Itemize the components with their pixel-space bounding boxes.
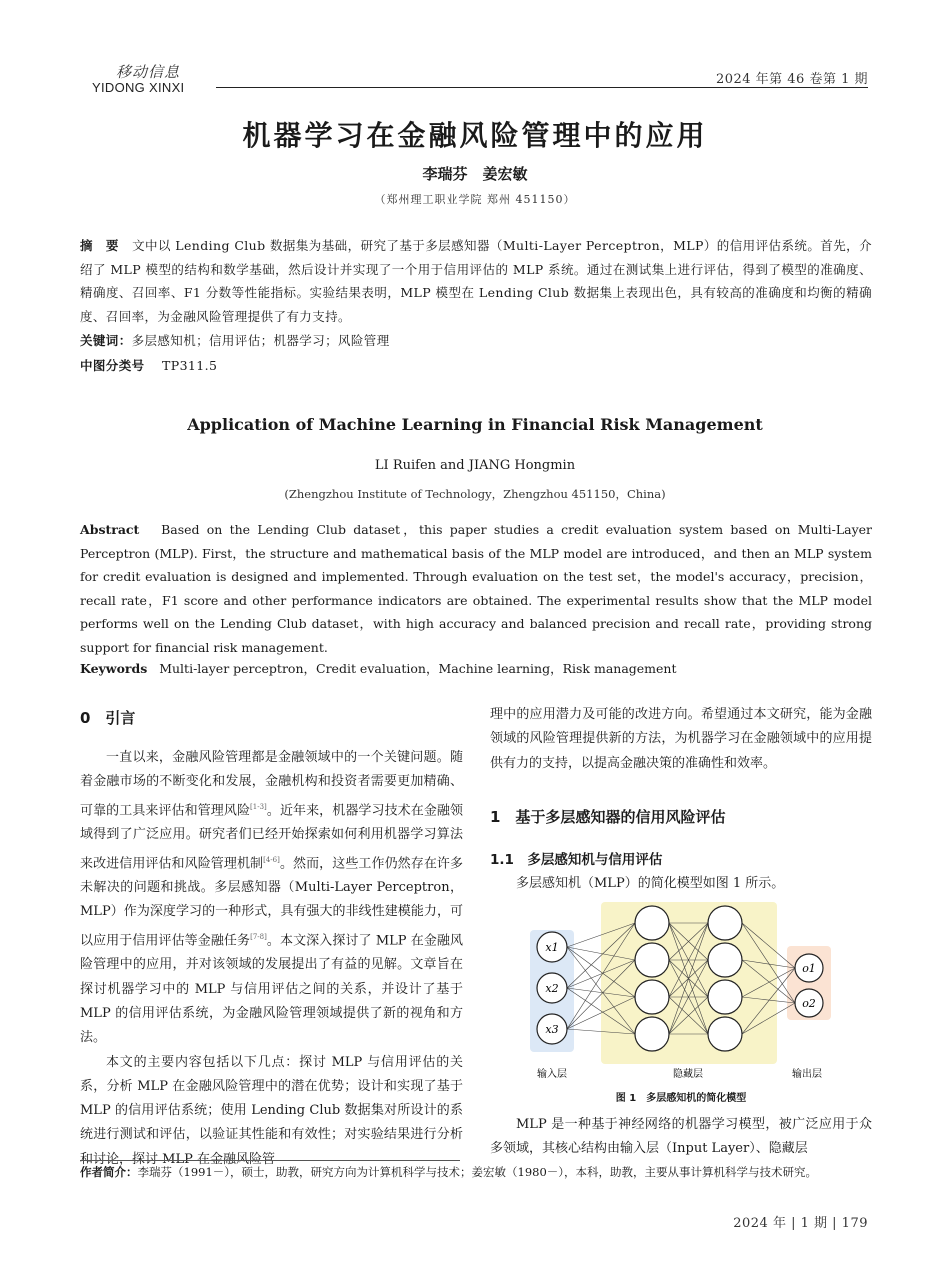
output-node-1-label: o1 (802, 962, 816, 975)
clc-value: TP311.5 (162, 358, 218, 373)
author-note-text: 李瑞芬（1991－），硕士，助教，研究方向为计算机科学与技术；姜宏敏（1980－），本科，助教，主要从事计算机科学与技术研究。 (137, 1165, 818, 1179)
intro-paragraph-2: 本文的主要内容包括以下几点：探讨 MLP 与信用评估的关系，分析 MLP 在金融风险管理中的潜在优势；设计和实现了基于 MLP 的信用评估系统；使用 Lending Club 数据集对所设计的系统进行测试和评估，以验证其性能和有效性；对实验结果进行分析和讨论，探讨 MLP 在金融风险管 (80, 1054, 463, 1167)
abstract-cn (80, 234, 872, 328)
header-rule (216, 87, 868, 88)
abstract-en-label: Abstract (80, 522, 140, 537)
section-1-heading: 1 基于多层感知器的信用风险评估 (490, 808, 726, 826)
journal-name-cn: 移动信息 (116, 63, 181, 81)
clc-number (80, 356, 217, 374)
hidden-layer-label: 隐藏层 (673, 1069, 703, 1080)
paper-title-en: Application of Machine Learning in Financial Risk Management (187, 415, 763, 434)
output-layer-label: 输出层 (792, 1069, 822, 1080)
intro-p1-part-b: 。近年来，机器学习技术在金融领域得到了广泛应用。研究者们已经开始探索如何利用机器学习算法来改进信用评估和风险管理机制 (80, 802, 463, 871)
keywords-cn-text: 多层感知机；信用评估；机器学习；风险管理 (131, 333, 390, 348)
author-note (80, 1163, 872, 1181)
keywords-en-text: Multi-layer perceptron，Credit evaluation，Machine learning，Risk management (159, 661, 677, 676)
footer-year: 2024 年 (733, 1216, 787, 1231)
abstract-cn-label: 摘 要 (80, 238, 119, 253)
hidden1-node-1 (635, 906, 669, 940)
abstract-en (80, 518, 872, 660)
left-column (80, 746, 463, 1172)
hidden2-node-1 (708, 906, 742, 940)
affiliation: （郑州理工职业学院 郑州 451150） (374, 193, 576, 206)
footnote-rule (80, 1160, 460, 1161)
keywords-en (80, 659, 677, 677)
mlp-paragraph: MLP 是一种基于神经网络的机器学习模型，被广泛应用于众多领域，其核心结构由输入层（Input Layer）、隐藏层 (490, 1117, 872, 1157)
clc-label: 中图分类号 (80, 358, 145, 373)
authors-en: LI Ruifen and JIANG Hongmin (374, 458, 576, 473)
paper-title: 机器学习在金融风险管理中的应用 (242, 119, 708, 152)
citation-2: [4-6] (263, 855, 280, 864)
issue-info: 2024 年第 46 卷第 1 期 (715, 72, 868, 87)
citation-3: [7-8] (250, 932, 267, 941)
abstract-cn-text: 文中以 Lending Club 数据集为基础，研究了基于多层感知器（Multi-Layer Perceptron，MLP）的信用评估系统。首先，介绍了 MLP 模型的结构和数学基础，然后设计并实现了一个用于信用评估的 MLP 系统。通过在测试集上进行评估，得到了模型的准确度、精确度、召回率、F1 分数等性能指标。实验结果表明，MLP 模型在 Lending Club 数据集上表现出色，具有较高的准确度和均衡的精确度、召回率，为金融风险管理提供了有力支持。 (80, 238, 873, 324)
citation-1: [1-3] (250, 802, 267, 811)
affiliation-en: (Zhengzhou Institute of Technology，Zhengzhou 451150，China) (284, 487, 666, 501)
hidden1-node-2 (635, 943, 669, 977)
input-node-3-label: x3 (545, 1023, 559, 1036)
hidden1-node-4 (635, 1017, 669, 1051)
figure-caption: 图 1 多层感知机的简化模型 (615, 1093, 747, 1104)
hidden1-node-3 (635, 980, 669, 1014)
input-node-2-label: x2 (545, 982, 559, 995)
keywords-en-label: Keywords (80, 661, 148, 676)
hidden2-node-3 (708, 980, 742, 1014)
section-0-heading: 0 引言 (80, 709, 136, 727)
page-footer: 2024 年 | 1 期 | 179 (733, 1216, 868, 1231)
page-number: 179 (841, 1216, 868, 1231)
keywords-cn-label: 关键词： (80, 333, 132, 348)
hidden2-node-4 (708, 1017, 742, 1051)
mlp-figure (528, 898, 838, 1083)
author-note-label: 作者简介： (80, 1165, 138, 1179)
authors: 李瑞芬 姜宏敏 (422, 165, 528, 183)
abstract-en-text: Based on the Lending Club dataset，this paper studies a credit evaluation system based on Multi-Layer Perceptron (MLP). First，the structure and mathematical basis of the MLP model are introduced，and then an MLP system for credit evaluation is designed and implemented. Through evaluation on the test set，the model's accuracy，precision，recall rate，F1 score and other performance indicators are obtained. The experimental results show that the MLP model performs well on the Lending Club dataset，with high accuracy and balanced precision and recall rate，providing strong support for financial risk management. (80, 522, 873, 655)
intro-p1-part-c: 。然而，这些工作仍然存在许多未解决的问题和挑战。多层感知器（Multi-Layer Perceptron，MLP）作为深度学习的一种形式，具有强大的非线性建模能力，可以应用于信用评估等金融任务 (80, 855, 463, 949)
intro-p1-part-a: 一直以来，金融风险管理都是金融领域中的一个关键问题。随着金融市场的不断变化和发展，金融机构和投资者需要更加精确、可靠的工具来评估和管理风险 (80, 750, 463, 818)
right-column-top (490, 703, 872, 776)
journal-name-en: YIDONG XINXI (92, 80, 185, 95)
intro-paragraph-1 (80, 746, 463, 1051)
hidden-layer-box (601, 902, 777, 1064)
input-layer-label: 输入层 (537, 1069, 567, 1080)
footer-issue: 1 期 (800, 1216, 828, 1231)
input-node-1-label: x1 (545, 941, 559, 954)
intro-paragraph-2-cont: 理中的应用潜力及可能的改进方向。希望通过本文研究，能为金融领域的风险管理提供新的方法，为机器学习在金融领域中的应用提供有力的支持，以提高金融决策的准确性和效率。 (490, 707, 872, 771)
intro-p1-part-d: 。本文深入探讨了 MLP 在金融风险管理中的应用，并对该领域的发展提出了有益的见解。文章旨在探讨机器学习中的 MLP 与信用评估之间的关系，并设计了基于 MLP 的信用评估系统，为金融风险管理领域提供了新的视角和方法。 (80, 933, 463, 1046)
figure-intro: 多层感知机（MLP）的简化模型如图 1 所示。 (516, 876, 785, 891)
hidden2-node-2 (708, 943, 742, 977)
output-node-2-label: o2 (802, 997, 816, 1010)
right-column-bottom (490, 1113, 872, 1162)
section-1-1-heading: 1.1 多层感知机与信用评估 (490, 852, 663, 868)
keywords-cn (80, 331, 390, 349)
